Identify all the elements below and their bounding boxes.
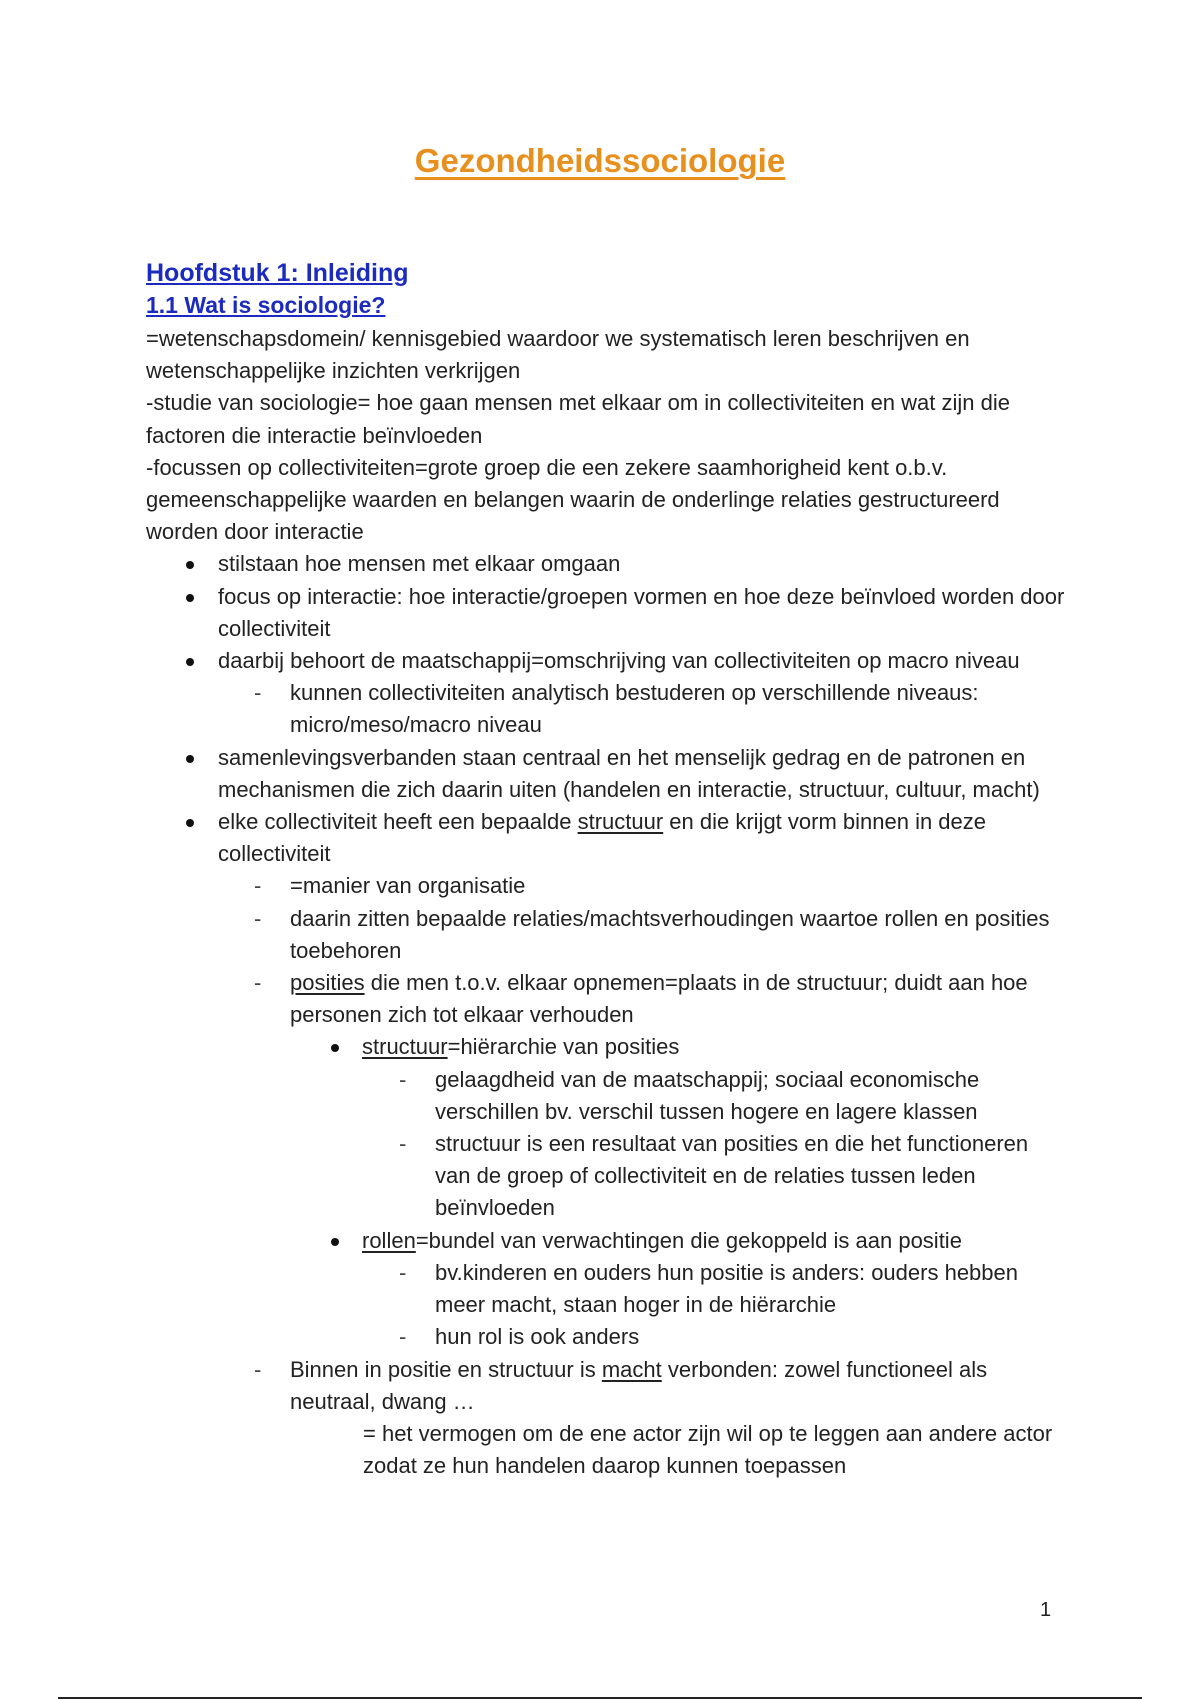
text-segment: en die krijgt vorm binnen in deze collectiviteit bbox=[218, 809, 987, 867]
list-item: stilstaan hoe mensen met elkaar omgaan bbox=[146, 548, 1066, 580]
text-segment: =hiërarchie van posities bbox=[447, 1034, 680, 1060]
collectivity-paragraph: -focussen op collectiviteiten=grote groep die een zekere saamhorigheid kent o.b.v. gemeenschappelijke waarden en belangen waarin de onderlinge relaties gestructureerd worden door interactie bbox=[146, 454, 1000, 545]
chapter-heading: Hoofdstuk 1: Inleiding bbox=[146, 259, 409, 287]
page-number: 1 bbox=[1040, 1599, 1052, 1621]
text-segment: elke collectiviteit heeft een bepaalde bbox=[218, 809, 578, 835]
text-segment: Binnen in positie en structuur is bbox=[290, 1356, 602, 1382]
list-item: - kunnen collectiviteiten analytisch bestuderen op verschillende niveaus: micro/meso/macro niveau bbox=[146, 677, 1066, 741]
underlined-term: structuur bbox=[362, 1034, 448, 1060]
list-item: - gelaagdheid van de maatschappij; sociaal economische verschillen bv. verschil tussen hogere en lagere klassen bbox=[146, 1064, 1066, 1128]
list-item: - =manier van organisatie bbox=[146, 870, 1066, 902]
document-body bbox=[146, 257, 1066, 1482]
list-item: - daarin zitten bepaalde relaties/machtsverhoudingen waartoe rollen en posities toebehoren bbox=[146, 903, 1066, 967]
definition-paragraph: =wetenschapsdomein/ kennisgebied waardoor we systematisch leren beschrijven en wetenschappelijke inzichten verkrijgen bbox=[146, 326, 970, 384]
list-item bbox=[146, 1225, 1066, 1257]
document-title: Gezondheidssociologie bbox=[414, 142, 786, 179]
study-paragraph: -studie van sociologie= hoe gaan mensen met elkaar om in collectiviteiten en wat zijn die factoren die interactie beïnvloeden bbox=[146, 390, 1010, 448]
bullet-list bbox=[146, 548, 1066, 1417]
underlined-term: posities bbox=[290, 970, 365, 996]
underlined-term: macht bbox=[601, 1356, 662, 1382]
underlined-term: rollen bbox=[362, 1227, 416, 1253]
list-item: - bv.kinderen en ouders hun positie is anders: ouders hebben meer macht, staan hoger in de hiërarchie bbox=[146, 1257, 1066, 1321]
list-item: - hun rol is ook anders bbox=[146, 1321, 1066, 1353]
power-definition: = het vermogen om de ene actor zijn wil op te leggen aan andere actor zodat ze hun handelen daarop kunnen toepassen bbox=[363, 1420, 1053, 1479]
section-heading: 1.1 Wat is sociologie? bbox=[146, 292, 386, 318]
list-item bbox=[146, 967, 1066, 1031]
list-item: samenlevingsverbanden staan centraal en het menselijk gedrag en de patronen en mechanismen die zich daarin uiten (handelen en interactie, structuur, cultuur, macht) bbox=[146, 742, 1066, 806]
page-bottom-rule bbox=[58, 1697, 1142, 1699]
text-segment: =bundel van verwachtingen die gekoppeld is aan positie bbox=[415, 1227, 962, 1253]
text-segment: die men t.o.v. elkaar opnemen=plaats in de structuur; duidt aan hoe personen zich tot elkaar verhouden bbox=[290, 970, 1028, 1028]
list-item bbox=[146, 806, 1066, 870]
list-item bbox=[146, 1031, 1066, 1063]
text-segment: verbonden: zowel functioneel als neutraal, dwang … bbox=[290, 1356, 988, 1414]
list-item: daarbij behoort de maatschappij=omschrijving van collectiviteiten op macro niveau bbox=[146, 645, 1066, 677]
list-item: - structuur is een resultaat van posities en die het functioneren van de groep of collectiviteit en de relaties tussen leden beïnvloeden bbox=[146, 1128, 1066, 1225]
list-item bbox=[146, 1354, 1066, 1418]
list-item: focus op interactie: hoe interactie/groepen vormen en hoe deze beïnvloed worden door collectiviteit bbox=[146, 581, 1066, 645]
underlined-term: structuur bbox=[577, 809, 664, 835]
